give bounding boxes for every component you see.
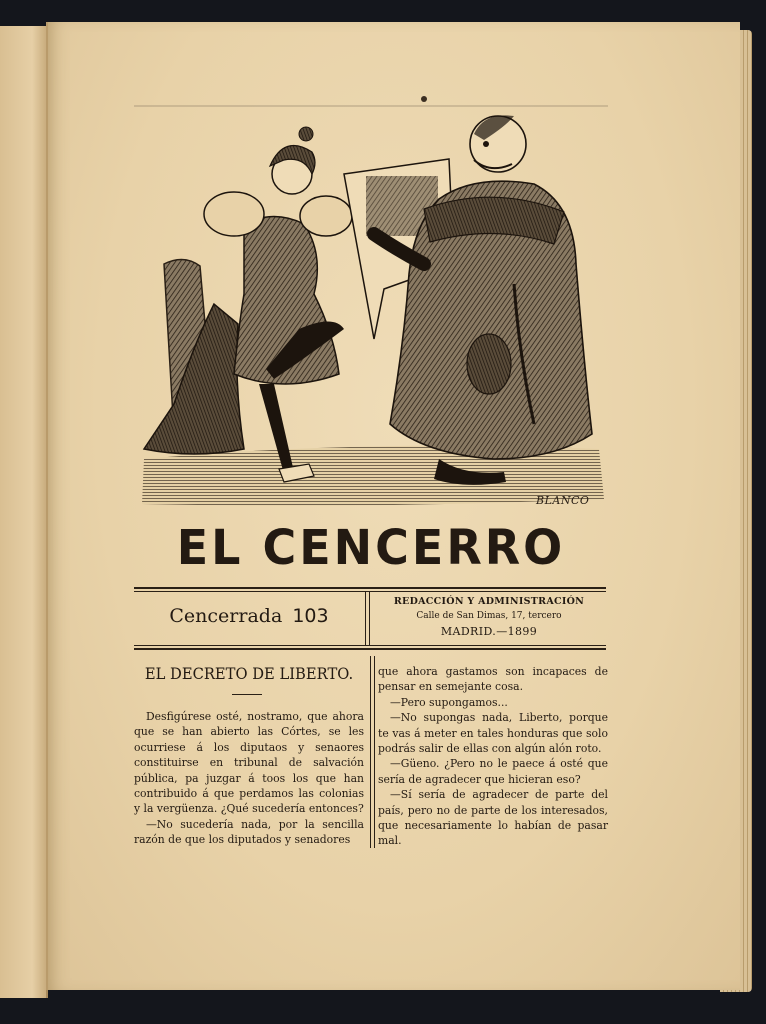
administration-date: MADRID.—1899 [440, 625, 538, 638]
article-title-rule [232, 694, 262, 695]
article-title: EL DECRETO DE LIBERTO. [144, 664, 354, 683]
administration-address: Calle de San Dimas, 17, tercero [416, 611, 562, 621]
caricature-illustration [134, 104, 608, 514]
administration-heading: REDACCIÓN Y ADMINISTRACIÓN [393, 596, 585, 607]
paragraph: —Sí sería de agradecer de parte del país, pero no de parte de los interesados, que necesariamente lo habían de pasar mal. [378, 788, 608, 848]
paragraph: que ahora gastamos son incapaces de pensar en semejante cosa. [378, 665, 608, 694]
paragraph: —No sucedería nada, por la sencilla razón de que los diputados y senadores [134, 817, 364, 847]
illustrator-signature: BLANCO [536, 494, 590, 507]
administration-block [372, 596, 606, 638]
column-divider [370, 656, 371, 848]
paragraph: Desfigúrese osté, nostramo, que ahora que se han abierto las Córtes, se les ocurriese á los diputaos y senaores constituirse en tribunal de salvación pública, pa juzgar á toos los que han contribuido á que perdamos las colonias y la vergüenza. ¿Qué sucedería entonces? [134, 710, 364, 816]
article-column-left [134, 709, 364, 848]
paragraph: —No supongas nada, Liberto, porque te vas á meter en tales honduras que solo podrás salir de ellas con algún alón roto. [378, 711, 608, 756]
left-page-edge [0, 26, 48, 998]
masthead-rule-top-thin [134, 591, 606, 592]
paragraph: —Pero supongamos... [390, 695, 508, 709]
issue-label [134, 605, 364, 627]
masthead-rule-bottom [134, 648, 606, 650]
masthead-divider [365, 592, 366, 646]
issue-name: Cencerrada [169, 605, 283, 627]
masthead-divider-2 [369, 592, 370, 646]
page-hole [421, 96, 427, 102]
masthead-rule-top [134, 587, 606, 589]
masthead-title: EL CENCERRO [176, 518, 566, 576]
article-column-right [378, 664, 608, 849]
column-divider-2 [374, 656, 375, 848]
issue-number: 103 [292, 605, 329, 627]
masthead-rule-bottom-thin [134, 645, 606, 646]
paragraph: —Güeno. ¿Pero no le paece á osté que sería de agradecer que hicieran eso? [378, 757, 608, 786]
